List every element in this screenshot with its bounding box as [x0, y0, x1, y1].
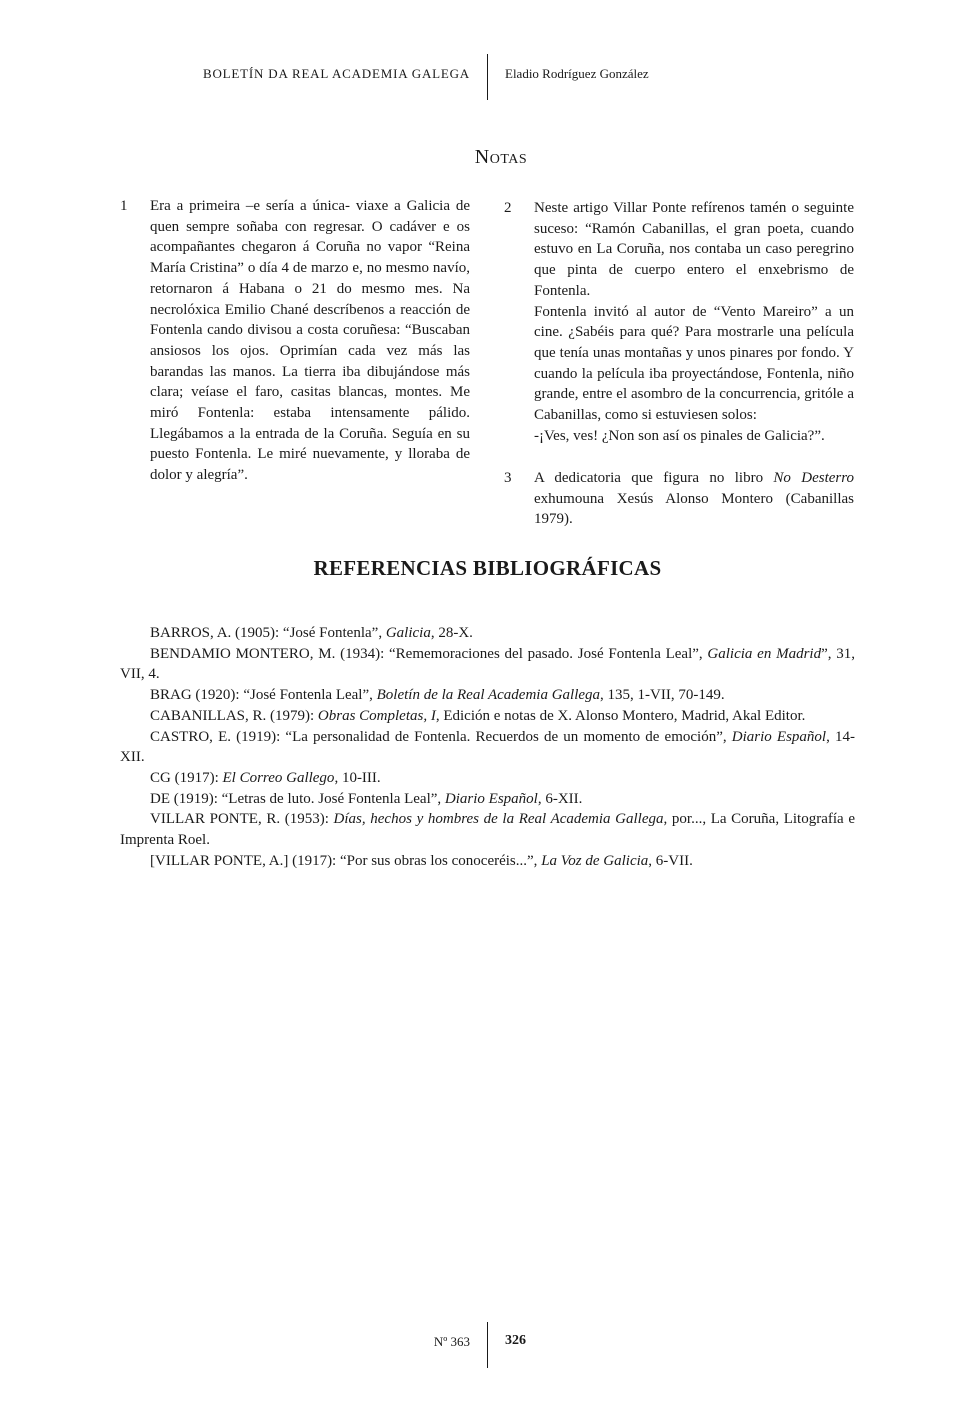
- text-run: [VILLAR PONTE, A.] (1917): “Por sus obras los conoceréis...”,: [150, 852, 542, 869]
- source-title: Días, hechos y hombres de la Real Academia Gallega: [333, 811, 664, 828]
- footnote-number: 1: [120, 198, 128, 214]
- header-divider: [487, 54, 488, 100]
- footnote-2: [504, 198, 854, 446]
- reference-entry: [120, 706, 855, 727]
- reference-entry: [120, 623, 855, 644]
- reference-entry: [120, 727, 855, 768]
- source-title: Boletín de la Real Academia Gallega: [376, 687, 601, 704]
- text-run: CABANILLAS, R. (1979):: [150, 707, 318, 724]
- page-number: 326: [505, 1333, 526, 1348]
- reference-entry: [120, 809, 855, 850]
- reference-entry: [120, 851, 855, 872]
- footnote-text: Fontenla invitó al autor de “Vento Mareiro” a un cine. ¿Sabéis para qué? Para mostrarle una película que tenía unas montañas y unos pinares por fondo. Y cuando la película iba proyectándose, Fontenla, niño grande, entre el asombro de la concurrencia, gritóle a Cabanillas, como si estuviesen solos:: [534, 303, 854, 424]
- source-title: El Correo Gallego: [222, 769, 335, 786]
- text-run: , 14-XII.: [120, 728, 855, 766]
- source-title: La Voz de Galicia: [541, 852, 649, 869]
- text-run: , Edición e notas de X. Alonso Montero, Madrid, Akal Editor.: [435, 707, 806, 724]
- source-title: Diario Español: [731, 728, 827, 745]
- text-run: ”, 31, VII, 4.: [120, 645, 855, 683]
- book-title: No Desterro: [773, 470, 855, 486]
- footnote-number: 3: [504, 470, 512, 486]
- notes-heading: Notas: [474, 146, 528, 168]
- article-author: Eladio Rodríguez González: [505, 66, 649, 81]
- text-run: exhumouna Xesús Alonso Montero (Cabanillas 1979).: [534, 490, 854, 528]
- source-title: Galicia en Madrid: [707, 645, 822, 662]
- text-run: BRAG (1920): “José Fontenla Leal”,: [150, 687, 377, 704]
- reference-entry: [120, 685, 855, 706]
- footnote-text: [534, 468, 854, 530]
- text-run: A dedicatoria que figura no libro: [534, 470, 774, 486]
- footnote-3: [504, 468, 855, 530]
- text-run: , 6-VII.: [648, 852, 693, 869]
- text-run: , 135, 1-VII, 70-149.: [600, 687, 725, 704]
- text-run: , por..., La Coruña, Litografía e Imprenta Roel.: [120, 811, 855, 849]
- text-run: CG (1917):: [150, 769, 223, 786]
- journal-title: BOLETÍN DA REAL ACADEMIA GALEGA: [203, 66, 470, 81]
- source-title: Galicia: [385, 625, 431, 641]
- reference-entry: [120, 768, 855, 789]
- text-run: DE (1919): “Letras de luto. José Fontenla Leal”,: [150, 790, 445, 807]
- footer-divider: [487, 1322, 488, 1368]
- text-run: CASTRO, E. (1919): “La personalidad de Fontenla. Recuerdos de un momento de emoción”,: [150, 728, 732, 745]
- references-heading: REFERENCIAS BIBLIOGRÁFICAS: [313, 556, 662, 580]
- reference-entry: [120, 789, 855, 810]
- footnote-1: [120, 196, 470, 486]
- footnote-text: Era a primeira –e sería a única- viaxe a Galicia de quen sempre soñaba con regresar. O cadáver e os acompañantes chegaron á Coruña no vapor “Reina María Cristina” o día 4 de marzo e, no mesmo navío, retornaron á Habana o 21 do mesmo mes. Na necrolóxica Emilio Chané descríbenos a reacción de Fontenla cando divisou a costa coruñesa: “Buscaban ansiosos los ojos. Oprimían cada vez más las barandas las manos. La tierra iba dibujándose más clara; veíase el faro, casitas blancas, montes. Me miró Fontenla: estaba intensamente pálido. Llegábamos a la entrada de la Coruña. Seguía en su puesto Fontenla. Le miré nuevamente, y lloraba de dolor y alegría”.: [150, 198, 470, 484]
- text-run: , 10-III.: [334, 769, 381, 786]
- reference-entry: [120, 644, 855, 685]
- footnote-text: -¡Ves, ves! ¿Non son así os pinales de Galicia?”.: [534, 427, 825, 444]
- issue-number: Nº 363: [433, 1334, 470, 1349]
- text-run: BARROS, A. (1905): “José Fontenla”,: [150, 625, 386, 641]
- footnote-number: 2: [504, 200, 512, 216]
- text-run: BENDAMIO MONTERO, M. (1934): “Rememoraciones del pasado. José Fontenla Leal”,: [150, 645, 708, 662]
- references-list: [120, 623, 855, 871]
- text-run: , 6-XII.: [537, 790, 583, 807]
- footnote-text: Neste artigo Villar Ponte refírenos tamén o seguinte suceso: “Ramón Cabanillas, el gran poeta, cuando estuvo en La Coruña, nos contaba un caso peregrino que pinta de cuerpo entero el enxebrismo de Fontenla.: [534, 200, 854, 299]
- text-run: VILLAR PONTE, R. (1953):: [150, 811, 334, 828]
- source-title: Diario Español: [444, 790, 538, 807]
- source-title: Obras Completas, I: [317, 707, 436, 724]
- text-run: , 28-X.: [430, 625, 473, 641]
